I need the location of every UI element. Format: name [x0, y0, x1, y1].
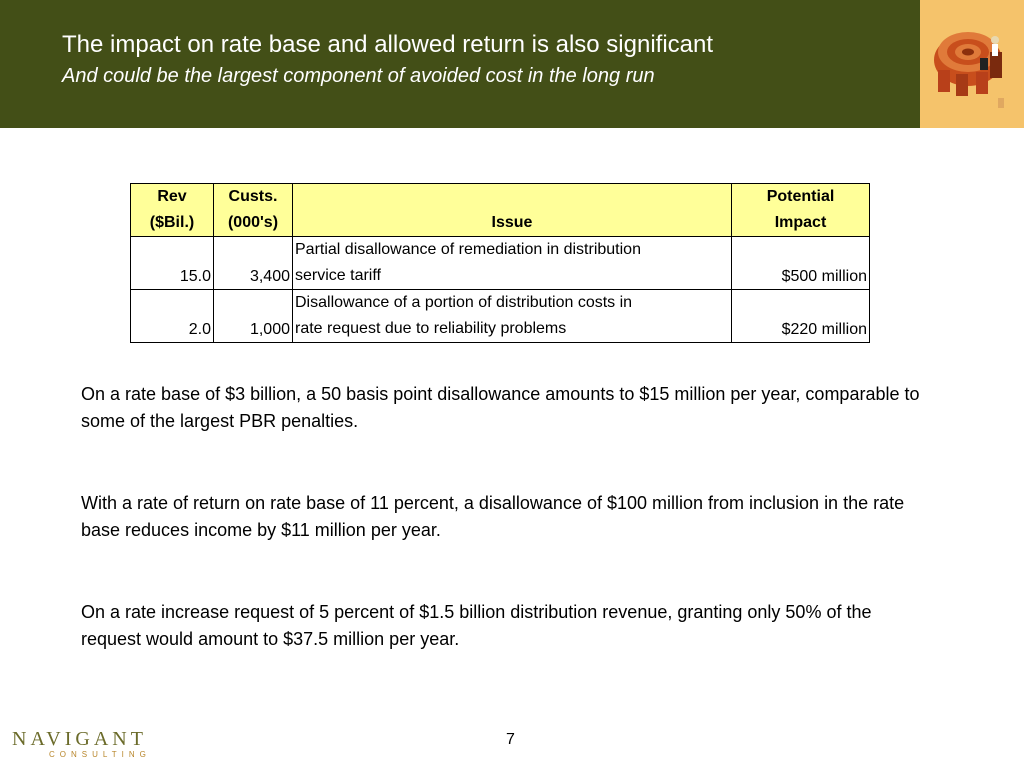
cell-issue: Disallowance of a portion of distribution costs in rate request due to reliability problems	[293, 290, 732, 343]
slide-subtitle: And could be the largest component of avoided cost in the long run	[62, 65, 655, 87]
slide-title: The impact on rate base and allowed return is also significant	[62, 31, 714, 58]
cell-impact: $220 million	[732, 290, 870, 343]
cell-issue: Partial disallowance of remediation in distribution service tariff	[293, 237, 732, 290]
header-rev: Rev ($Bil.)	[131, 184, 214, 237]
cell-rev: 15.0	[131, 237, 214, 290]
table-row	[131, 290, 870, 343]
cell-custs: 3,400	[214, 237, 293, 290]
paragraph-rate-increase: On a rate increase request of 5 percent of $1.5 billion distribution revenue, granting only 50% of the request would amount to $37.5 million per year.	[81, 602, 872, 649]
table-header-row	[131, 184, 870, 237]
issues-table	[130, 183, 870, 343]
table-row	[131, 237, 870, 290]
page-number: 7	[506, 731, 515, 748]
logo-wordmark: NAVIGANT	[12, 728, 147, 750]
header-impact: Potential Impact	[732, 184, 870, 237]
cell-impact: $500 million	[732, 237, 870, 290]
cell-custs: 1,000	[214, 290, 293, 343]
header-issue: Issue	[293, 184, 732, 237]
header-custs: Custs. (000's)	[214, 184, 293, 237]
paragraph-rate-base: On a rate base of $3 billion, a 50 basis point disallowance amounts to $15 million per year, comparable to some of the largest PBR penalties.	[81, 384, 920, 431]
cell-rev: 2.0	[131, 290, 214, 343]
paragraph-rate-of-return: With a rate of return on rate base of 11 percent, a disallowance of $100 million from inclusion in the rate base reduces income by $11 million per year.	[81, 493, 905, 540]
navigant-logo	[12, 728, 172, 760]
maze-illustration	[920, 0, 1024, 128]
logo-tagline: CONSULTING	[49, 750, 151, 759]
header-bar	[0, 0, 920, 128]
